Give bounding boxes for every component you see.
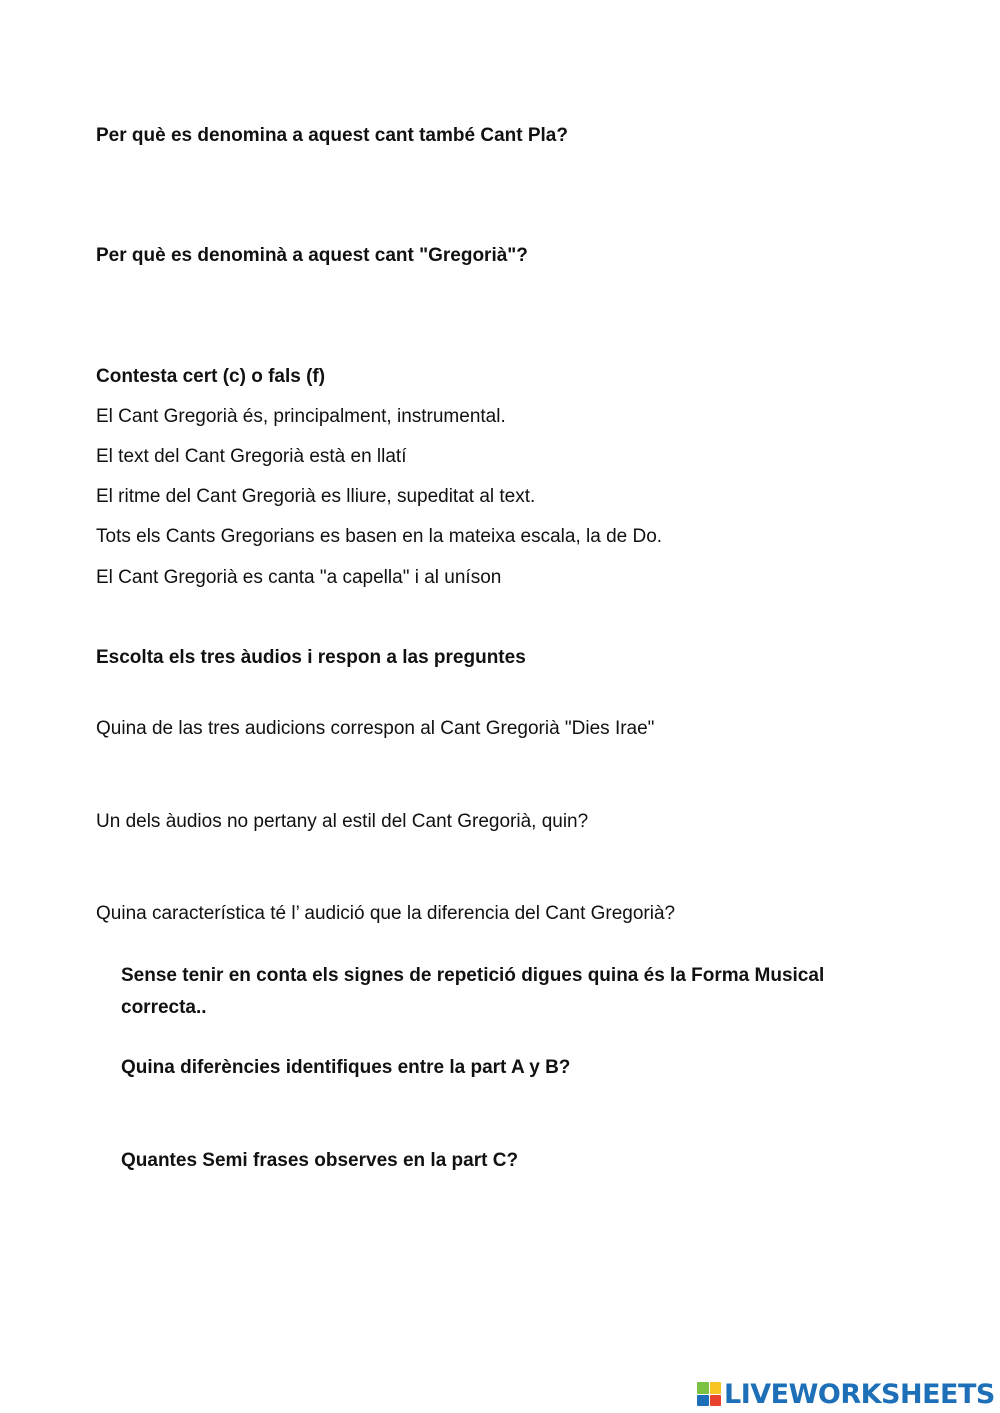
audio-question: Un dels àudios no pertany al estil del Cant Gregorià, quin? [96, 811, 589, 832]
logo-text: LIVEWORKSHEETS [724, 1378, 995, 1410]
form-question: Sense tenir en conta els signes de repetició digues quina és la Forma Musical correcta.. [121, 965, 825, 1018]
form-question: Quantes Semi frases observes en la part C? [121, 1150, 519, 1171]
true-false-item: El Cant Gregorià és, principalment, instrumental. [96, 406, 506, 427]
logo-square-blue [697, 1395, 709, 1407]
liveworksheets-logo [697, 1379, 995, 1409]
logo-square-yellow [710, 1382, 722, 1394]
true-false-item: Tots els Cants Gregorians es basen en la mateixa escala, la de Do. [96, 526, 663, 547]
true-false-item: El Cant Gregorià es canta "a capella" i al uníson [96, 567, 502, 588]
logo-square-red [710, 1395, 722, 1407]
logo-square-green [697, 1382, 709, 1394]
audio-heading: Escolta els tres àudios i respon a las preguntes [96, 647, 526, 668]
question-gregoria: Per què es denominà a aquest cant "Gregorià"? [96, 245, 528, 266]
liveworksheets-logo-icon [697, 1382, 721, 1406]
audio-question: Quina de las tres audicions correspon al Cant Gregorià "Dies Irae" [96, 718, 655, 739]
audio-question: Quina característica té l’ audició que la diferencia del Cant Gregorià? [96, 903, 676, 924]
true-false-item: El ritme del Cant Gregorià es lliure, supeditat al text. [96, 486, 536, 507]
true-false-heading: Contesta cert (c) o fals (f) [96, 366, 326, 387]
form-question: Quina diferències identifiques entre la part A y B? [121, 1057, 571, 1078]
question-cant-pla: Per què es denomina a aquest cant també Cant Pla? [96, 125, 568, 146]
true-false-item: El text del Cant Gregorià està en llatí [96, 446, 407, 467]
